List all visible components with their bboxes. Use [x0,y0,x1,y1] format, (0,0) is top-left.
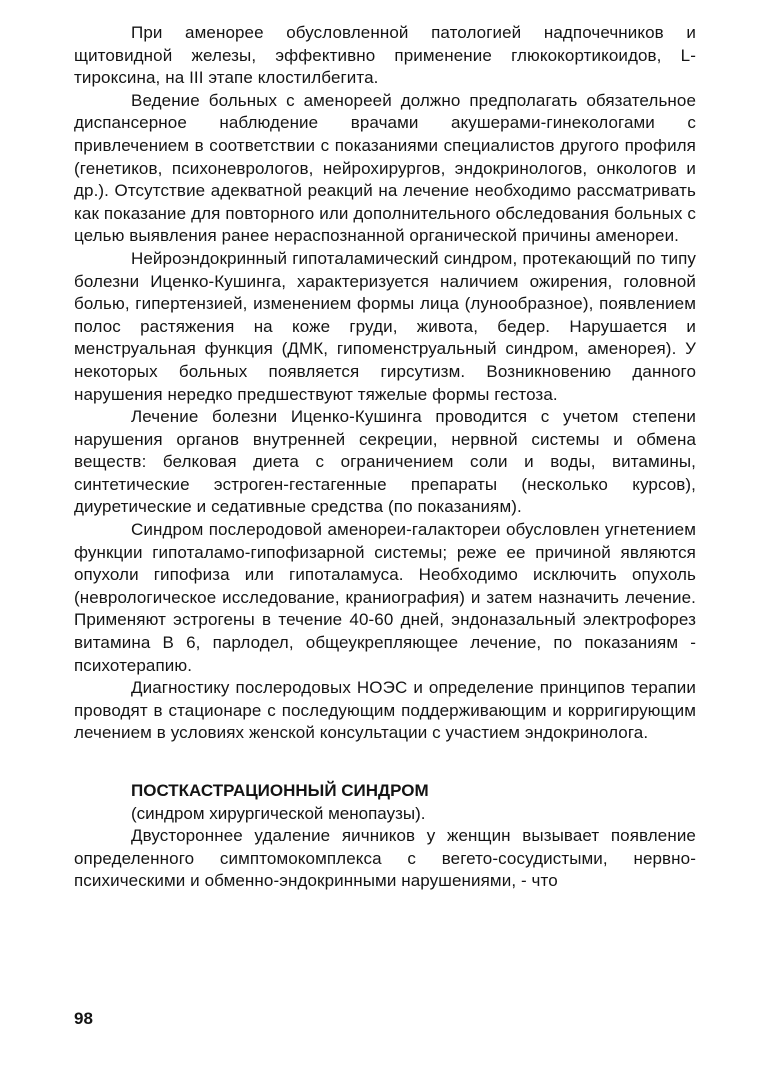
paragraph-diagnostics: Диагностику послеродовых НОЭС и определение принципов терапии проводят в стационаре с последующим поддерживающим и корригирующим лечением в условиях женской консультации с участием эндокринолога. [74,678,696,743]
page-body [74,22,696,893]
section-subheading: (синдром хирургической менопаузы). [131,803,426,823]
paragraph-ovariectomy: Двустороннее удаление яичников у женщин вызывает появление определенного симптомокомплекса с вегето-сосудистыми, нервно-психическими и обменно-эндокринными нарушениями, - что [74,826,696,891]
paragraph-patient-management: Ведение больных с аменореей должно предполагать обязательное диспансерное наблюдение врачами акушерами-гинекологами с привлечением в соответствии с показаниями специалистов другого профиля (генетиков, психоневрологов, нейрохирургов, эндокринологов, онкологов и др.). Отсутствие адекватной реакций на лечение необходимо рассматривать как показание для повторного или дополнительного обследования больных с целью выявления ранее нераспознанной органической причины аменореи. [74,90,696,246]
page-number: 98 [74,1009,93,1028]
paragraph-neuroendocrine-syndrome: Нейроэндокринный гипоталамический синдром, протекающий по типу болезни Иценко-Кушинга, характеризуется наличием ожирения, головной болью, гипертензией, изменением формы лица (лунообразное), появлением полос растяжения на коже груди, живота, бедер. Нарушается и менструальная функция (ДМК, гипоменструальный синдром, аменорея). У некоторых больных появляется гирсутизм. Возникновению данного нарушения нередко предшествуют тяжелые формы гестоза. [74,248,696,404]
section-heading: ПОСТКАСТРАЦИОННЫЙ СИНДРОМ [131,781,429,800]
section-gap [74,745,696,780]
paragraph-postpartum-amenorrhea: Синдром послеродовой аменореи-галактореи обусловлен угнетением функции гипоталамо-гипофизарной системы; реже ее причиной являются опухоли гипофиза или гипоталамуса. Необходимо исключить опухоль (неврологическое исследование, краниография) и затем назначить лечение. Применяют эстрогены в течение 40-60 дней, эндоназальный электрофорез витамина В 6, парлодел, общеукрепляющее лечение, по показаниям - психотерапию. [74,520,696,675]
paragraph-cushing-treatment: Лечение болезни Иценко-Кушинга проводится с учетом степени нарушения органов внутренней секреции, нервной системы и обмена веществ: белковая диета с ограничением соли и воды, витамины, синтетические эстроген-гестагенные препараты (несколько курсов), диуретические и седативные средства (по показаниям). [74,407,696,517]
paragraph-amenorrhea-adrenal: При аменорее обусловленной патологией надпочечников и щитовидной железы, эффективно применение глюкокортикоидов, L-тироксина, на III этапе клостилбегита. [74,23,696,88]
